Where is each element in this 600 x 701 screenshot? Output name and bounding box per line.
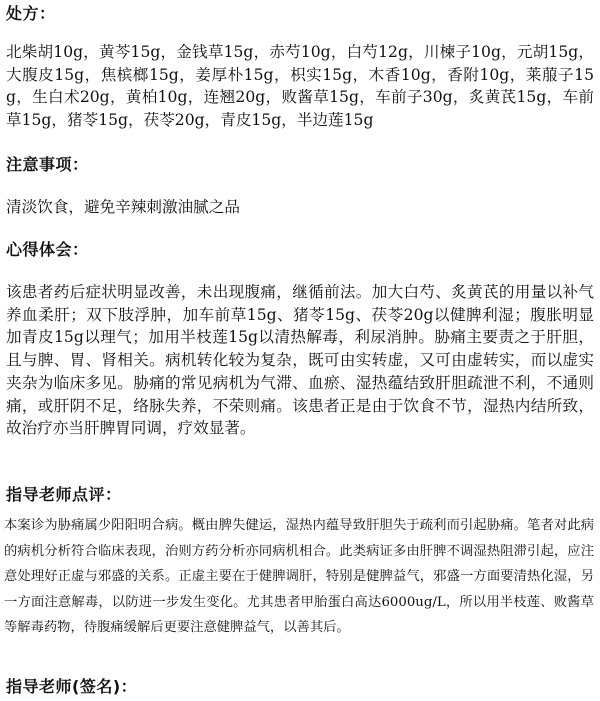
prescription-heading: 处方： xyxy=(6,4,56,23)
signature-heading: 指导老师(签名)： xyxy=(6,677,138,696)
precautions-text: 清淡饮食，避免辛辣刺激油腻之品 xyxy=(6,198,240,216)
insights-heading: 心得体会： xyxy=(6,240,89,259)
teacher-comment-heading: 指导老师点评： xyxy=(6,485,122,504)
teacher-comment-text: 本案诊为胁痛属少阳阳明合病。概由脾失健运，湿热内蕴导致肝胆失于疏利而引起胁痛。笔者对此病的病机分析符合临床表现，治则方药分析亦同病机相合。此类病证多由肝脾不调湿热阻滞引起，应注意处理好正虚与邪盛的关系。正虚主要在于健脾调肝，特别是健脾益气，邪盛一方面要清热化湿，另一方面注意解毒，以防进一步发生变化。尤其患者甲胎蛋白高达6000ug/L，所以用半枝莲、败酱草等解毒药物，待腹痛缓解后更要注意健脾益气，以善其后。 xyxy=(4,518,594,636)
precautions-heading: 注意事项： xyxy=(6,155,89,174)
insights-text: 该患者药后症状明显改善，未出现腹痛，继循前法。加大白芍、炙黄芪的用量以补气养血柔肝；双下肢浮肿，加车前草15g、猪苓15g、茯苓20g以健脾利湿；腹胀明显加青皮15g以理气；加用半枝莲15g以清热解毒，利尿消肿。胁痛主要责之于肝胆，且与脾、胃、肾相关。病机转化较为复杂，既可由实转虚，又可由虚转实，而以虚实夹杂为临床多见。胁痛的常见病机为气滞、血瘀、湿热蕴结致肝胆疏泄不利，不通则痛，或肝阴不足，络脉失养，不荣则痛。该患者正是由于饮食不节，湿热内结所致，故治疗亦当肝脾胃同调，疗效显著。 xyxy=(6,283,594,438)
prescription-text: 北柴胡10g，黄芩15g，金钱草15g，赤芍10g，白芍12g，川楝子10g，元胡15g，大腹皮15g，焦槟榔15g，姜厚朴15g，枳实15g，木香10g，香附10g，莱菔子15g，生白术20g，黄柏10g，连翘20g，败酱草15g，车前子30g，炙黄芪15g，车前草15g，猪苓15g，茯苓20g，青皮15g，半边莲15g xyxy=(6,43,594,130)
